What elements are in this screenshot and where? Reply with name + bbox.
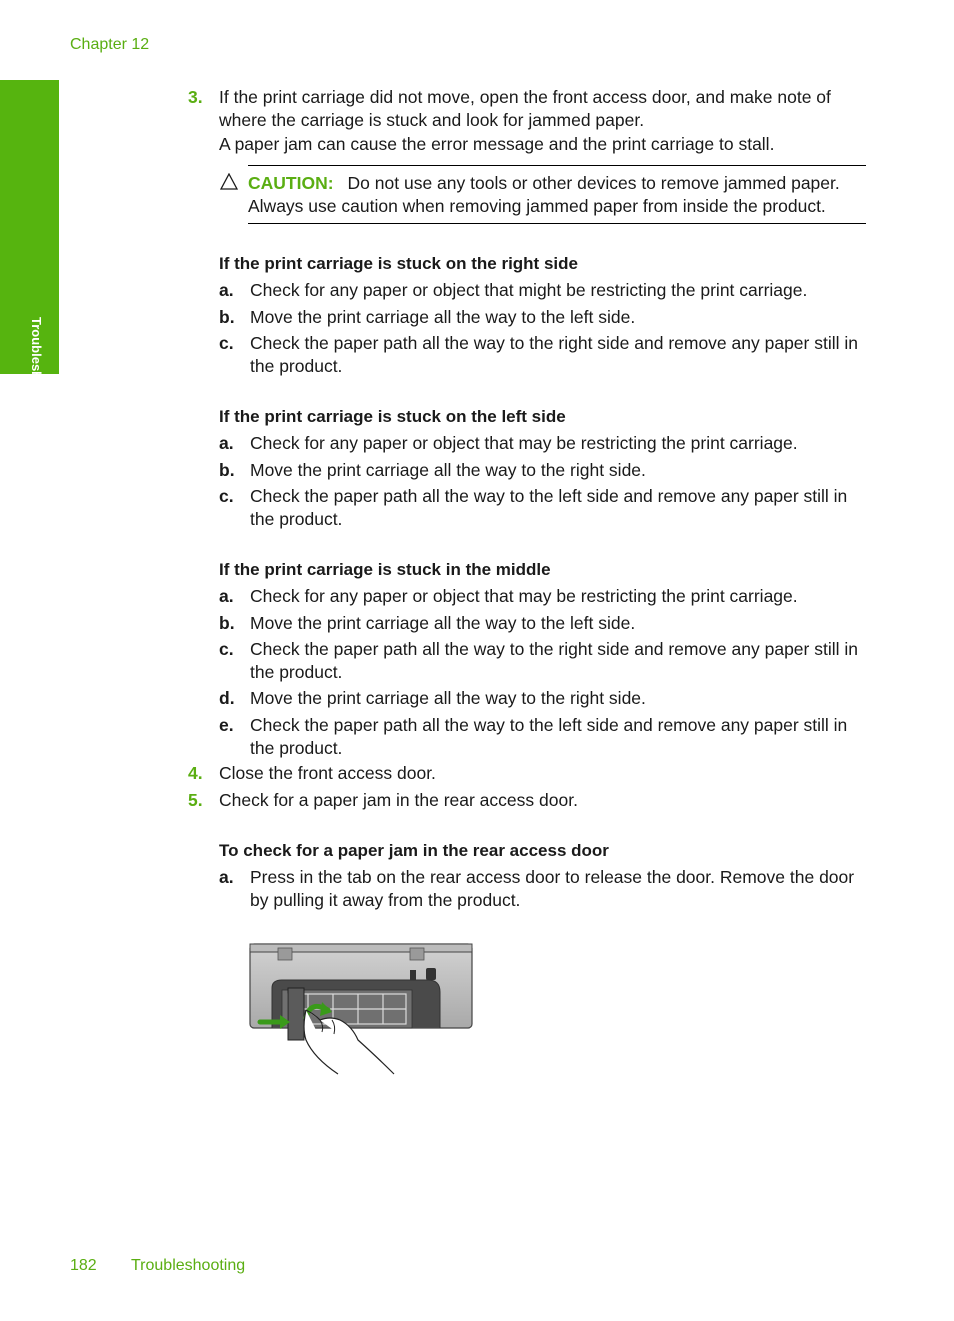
item-letter: b — [219, 613, 230, 633]
item-text: Check for any paper or object that may be restricting the print carriage. — [250, 586, 798, 606]
section-side-tab — [0, 80, 59, 419]
item-text: Check the paper path all the way to the right side and remove any paper still in the product. — [250, 333, 858, 376]
item-letter: c — [219, 639, 229, 659]
item-text: Move the print carriage all the way to the right side. — [250, 460, 646, 480]
heading-rear-door: To check for a paper jam in the rear access door — [219, 841, 609, 860]
step-number: 3. — [188, 87, 203, 107]
step-number: 5. — [188, 790, 203, 810]
footer-section-title: Troubleshooting — [131, 1257, 246, 1274]
item-text: Check the paper path all the way to the left side and remove any paper still in the product. — [250, 715, 848, 758]
step-text: If the print carriage did not move, open the front access door, and make note of where the carriage is stuck and look for jammed paper. — [219, 87, 831, 130]
item-letter: c — [219, 486, 229, 506]
item-letter: d — [219, 688, 230, 708]
heading-left-side: If the print carriage is stuck on the left side — [219, 407, 566, 426]
step-text: Check for a paper jam in the rear access door. — [219, 790, 578, 810]
step-3-note: A paper jam can cause the error message and the print carriage to stall. — [219, 134, 775, 154]
item-text: Move the print carriage all the way to the left side. — [250, 613, 636, 633]
item-letter: e — [219, 715, 229, 735]
caution-triangle-icon — [220, 173, 238, 190]
heading-right-side: If the print carriage is stuck on the right side — [219, 254, 578, 273]
side-tab-label: Troubleshooting — [29, 317, 44, 419]
item-text: Check for any paper or object that may be restricting the print carriage. — [250, 433, 798, 453]
item-text: Check the paper path all the way to the left side and remove any paper still in the product. — [250, 486, 848, 529]
heading-middle: If the print carriage is stuck in the middle — [219, 560, 551, 579]
item-text: Check the paper path all the way to the right side and remove any paper still in the product. — [250, 639, 858, 682]
item-letter: a — [219, 586, 229, 606]
rear-door-removal-illustration — [248, 940, 474, 1080]
step-number: 4. — [188, 763, 203, 783]
page-number: 182 — [70, 1257, 97, 1274]
caution-box — [248, 165, 866, 224]
step-text: Close the front access door. — [219, 763, 436, 783]
caution-text: Do not use any tools or other devices to remove jammed paper. Always use caution when removing jammed paper from inside the product. — [248, 173, 840, 216]
caution-label: CAUTION: — [248, 173, 334, 193]
item-letter: b — [219, 460, 230, 480]
item-text: Move the print carriage all the way to the right side. — [250, 688, 646, 708]
caution-text-block — [248, 172, 873, 218]
item-letter: a — [219, 433, 229, 453]
chapter-label: Chapter 12 — [70, 36, 150, 53]
item-text: Press in the tab on the rear access door to release the door. Remove the door by pulling it away from the product. — [250, 867, 855, 910]
item-text: Check for any paper or object that might be restricting the print carriage. — [250, 280, 808, 300]
item-text: Move the print carriage all the way to the left side. — [250, 307, 636, 327]
item-letter: c — [219, 333, 229, 353]
item-letter: a — [219, 867, 229, 887]
item-letter: a — [219, 280, 229, 300]
item-letter: b — [219, 307, 230, 327]
